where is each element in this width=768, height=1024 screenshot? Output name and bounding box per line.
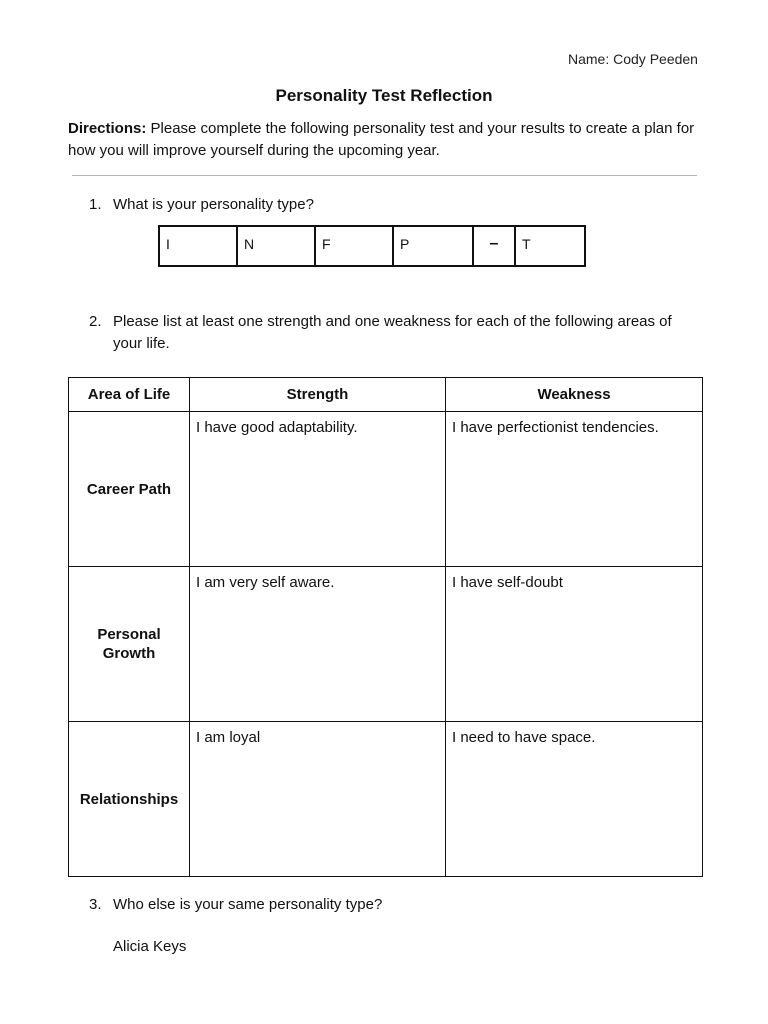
question-1-text: What is your personality type?	[113, 196, 314, 213]
directions-text: Please complete the following personality test and your results to create a plan for how you will improve yourself during the upcoming year.	[68, 120, 695, 159]
type-cell-5: –	[473, 226, 515, 266]
header-weakness: Weakness	[446, 378, 703, 412]
strength-cell: I am loyal	[190, 722, 446, 877]
strength-cell: I am very self aware.	[190, 567, 446, 722]
name-line	[568, 51, 698, 67]
header-area: Area of Life	[69, 378, 190, 412]
strength-cell: I have good adaptability.	[190, 412, 446, 567]
weakness-cell: I need to have space.	[446, 722, 703, 877]
weakness-cell: I have self-doubt	[446, 567, 703, 722]
areas-table	[68, 377, 703, 877]
question-3-answer: Alicia Keys	[113, 938, 187, 955]
question-3-text: Who else is your same personality type?	[113, 896, 383, 913]
question-1-number: 1.	[89, 196, 102, 213]
directions-label: Directions:	[68, 120, 147, 137]
area-cell: Relationships	[69, 722, 190, 877]
type-cell-3: F	[315, 226, 393, 266]
name-label: Name:	[568, 51, 614, 67]
question-2-text: Please list at least one strength and one weakness for each of the following areas of your life.	[113, 313, 672, 352]
type-cell-1: I	[159, 226, 237, 266]
type-cell-4: P	[393, 226, 473, 266]
type-cell-2: N	[237, 226, 315, 266]
type-cell-6: T	[515, 226, 585, 266]
header-strength: Strength	[190, 378, 446, 412]
divider	[72, 175, 697, 176]
question-2-number: 2.	[89, 313, 102, 330]
directions	[68, 118, 708, 162]
table-row	[69, 412, 703, 567]
area-cell: Career Path	[69, 412, 190, 567]
personality-type-table	[158, 225, 586, 267]
table-row	[69, 722, 703, 877]
page-title: Personality Test Reflection	[275, 86, 493, 105]
area-cell: Personal Growth	[69, 567, 190, 722]
question-3-number: 3.	[89, 896, 102, 913]
table-header-row	[69, 378, 703, 412]
name-value: Cody Peeden	[613, 51, 698, 67]
table-row	[69, 567, 703, 722]
weakness-cell: I have perfectionist tendencies.	[446, 412, 703, 567]
